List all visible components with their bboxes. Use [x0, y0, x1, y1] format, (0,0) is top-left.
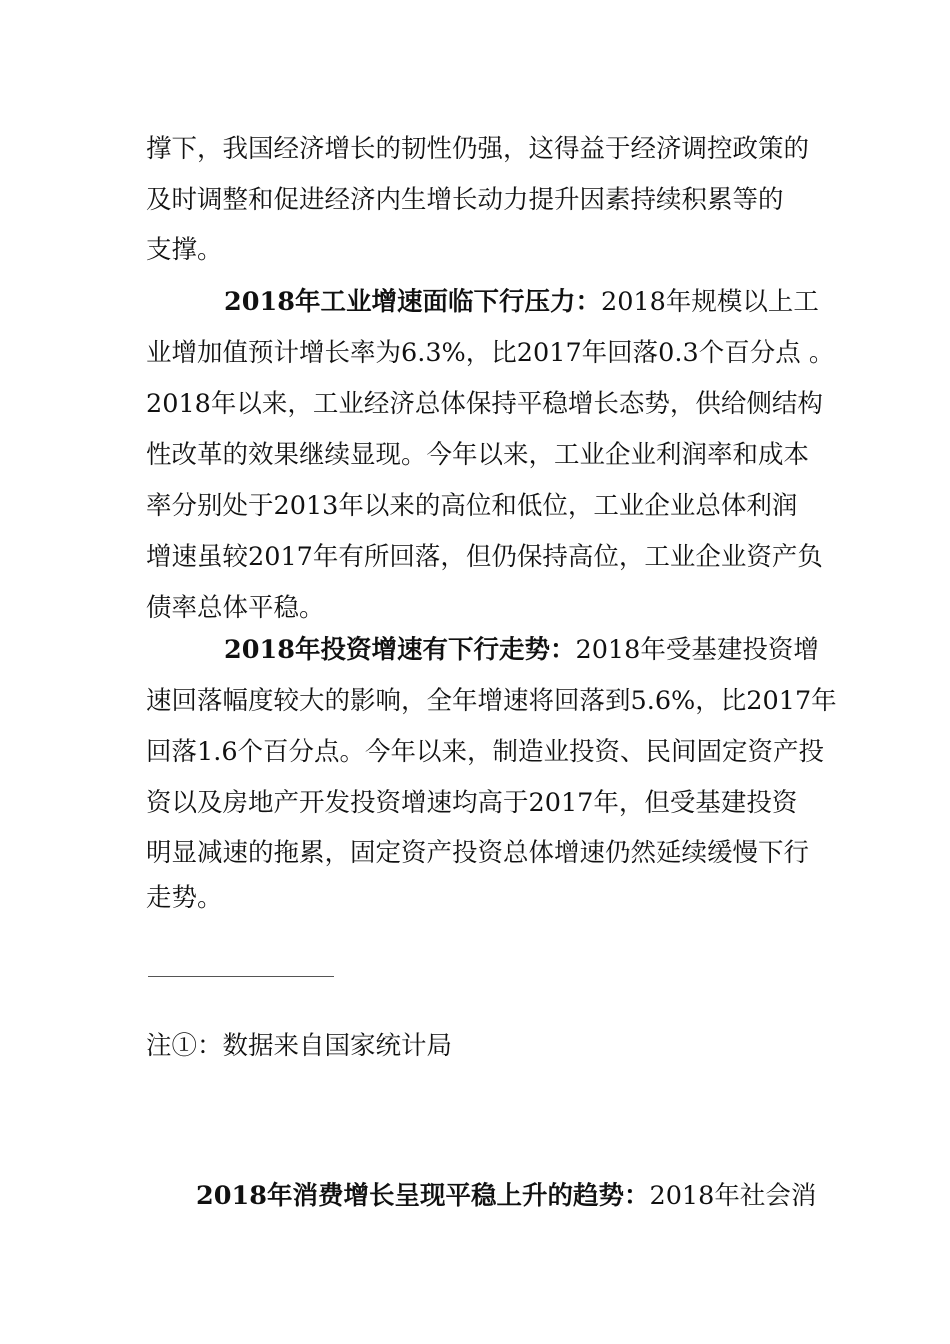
investment-heading: 2018年投资增速有下行走势：: [224, 635, 576, 665]
consumption-heading: 2018年消费增长呈现平稳上升的趋势：: [196, 1181, 650, 1211]
paragraph-1-first-line: [224, 285, 819, 319]
industry-first-line-text: 2018年规模以上工: [600, 287, 819, 317]
paragraph-2-line-2: 速回落幅度较大的影响，全年增速将回落到5.6%，比2017年: [146, 686, 837, 716]
paragraph-2-line-3: 回落1.6个百分点。今年以来，制造业投资、民间固定资产投: [146, 737, 825, 767]
paragraph-2-line-5: 明显减速的拖累，固定资产投资总体增速仍然延续缓慢下行: [146, 838, 810, 868]
footnote: 注①：数据来自国家统计局: [146, 1031, 453, 1061]
investment-first-line-text: 2018年受基建投资增: [575, 635, 819, 665]
paragraph-2-line-4: 资以及房地产开发投资增速均高于2017年，但受基建投资: [146, 788, 798, 818]
consumption-first-line-text: 2018年社会消: [649, 1181, 817, 1211]
paragraph-3-first-line: [196, 1179, 816, 1213]
paragraph-0-line-3: 支撑。: [146, 235, 223, 265]
paragraph-1-line-2: 业增加值预计增长率为6.3%，比2017年回落0.3个百分点 。: [146, 338, 835, 368]
industry-heading: 2018年工业增速面临下行压力：: [224, 287, 601, 317]
paragraph-1-line-7: 债率总体平稳。: [146, 593, 325, 623]
paragraph-1-line-3: 2018年以来，工业经济总体保持平稳增长态势，供给侧结构: [146, 389, 823, 419]
paragraph-2-line-6: 走势。: [146, 883, 223, 913]
paragraph-1-line-4: 性改革的效果继续显现。今年以来，工业企业利润率和成本: [146, 440, 810, 470]
paragraph-0-line-2: 及时调整和促进经济内生增长动力提升因素持续积累等的: [146, 185, 784, 215]
paragraph-0-line-1: 撑下，我国经济增长的韧性仍强，这得益于经济调控政策的: [146, 134, 810, 164]
paragraph-2-first-line: [224, 633, 819, 667]
paragraph-1-line-5: 率分别处于2013年以来的高位和低位，工业企业总体利润: [146, 491, 798, 521]
paragraph-1-line-6: 增速虽较2017年有所回落，但仍保持高位，工业企业资产负: [146, 542, 823, 572]
footnote-separator: [148, 976, 334, 977]
